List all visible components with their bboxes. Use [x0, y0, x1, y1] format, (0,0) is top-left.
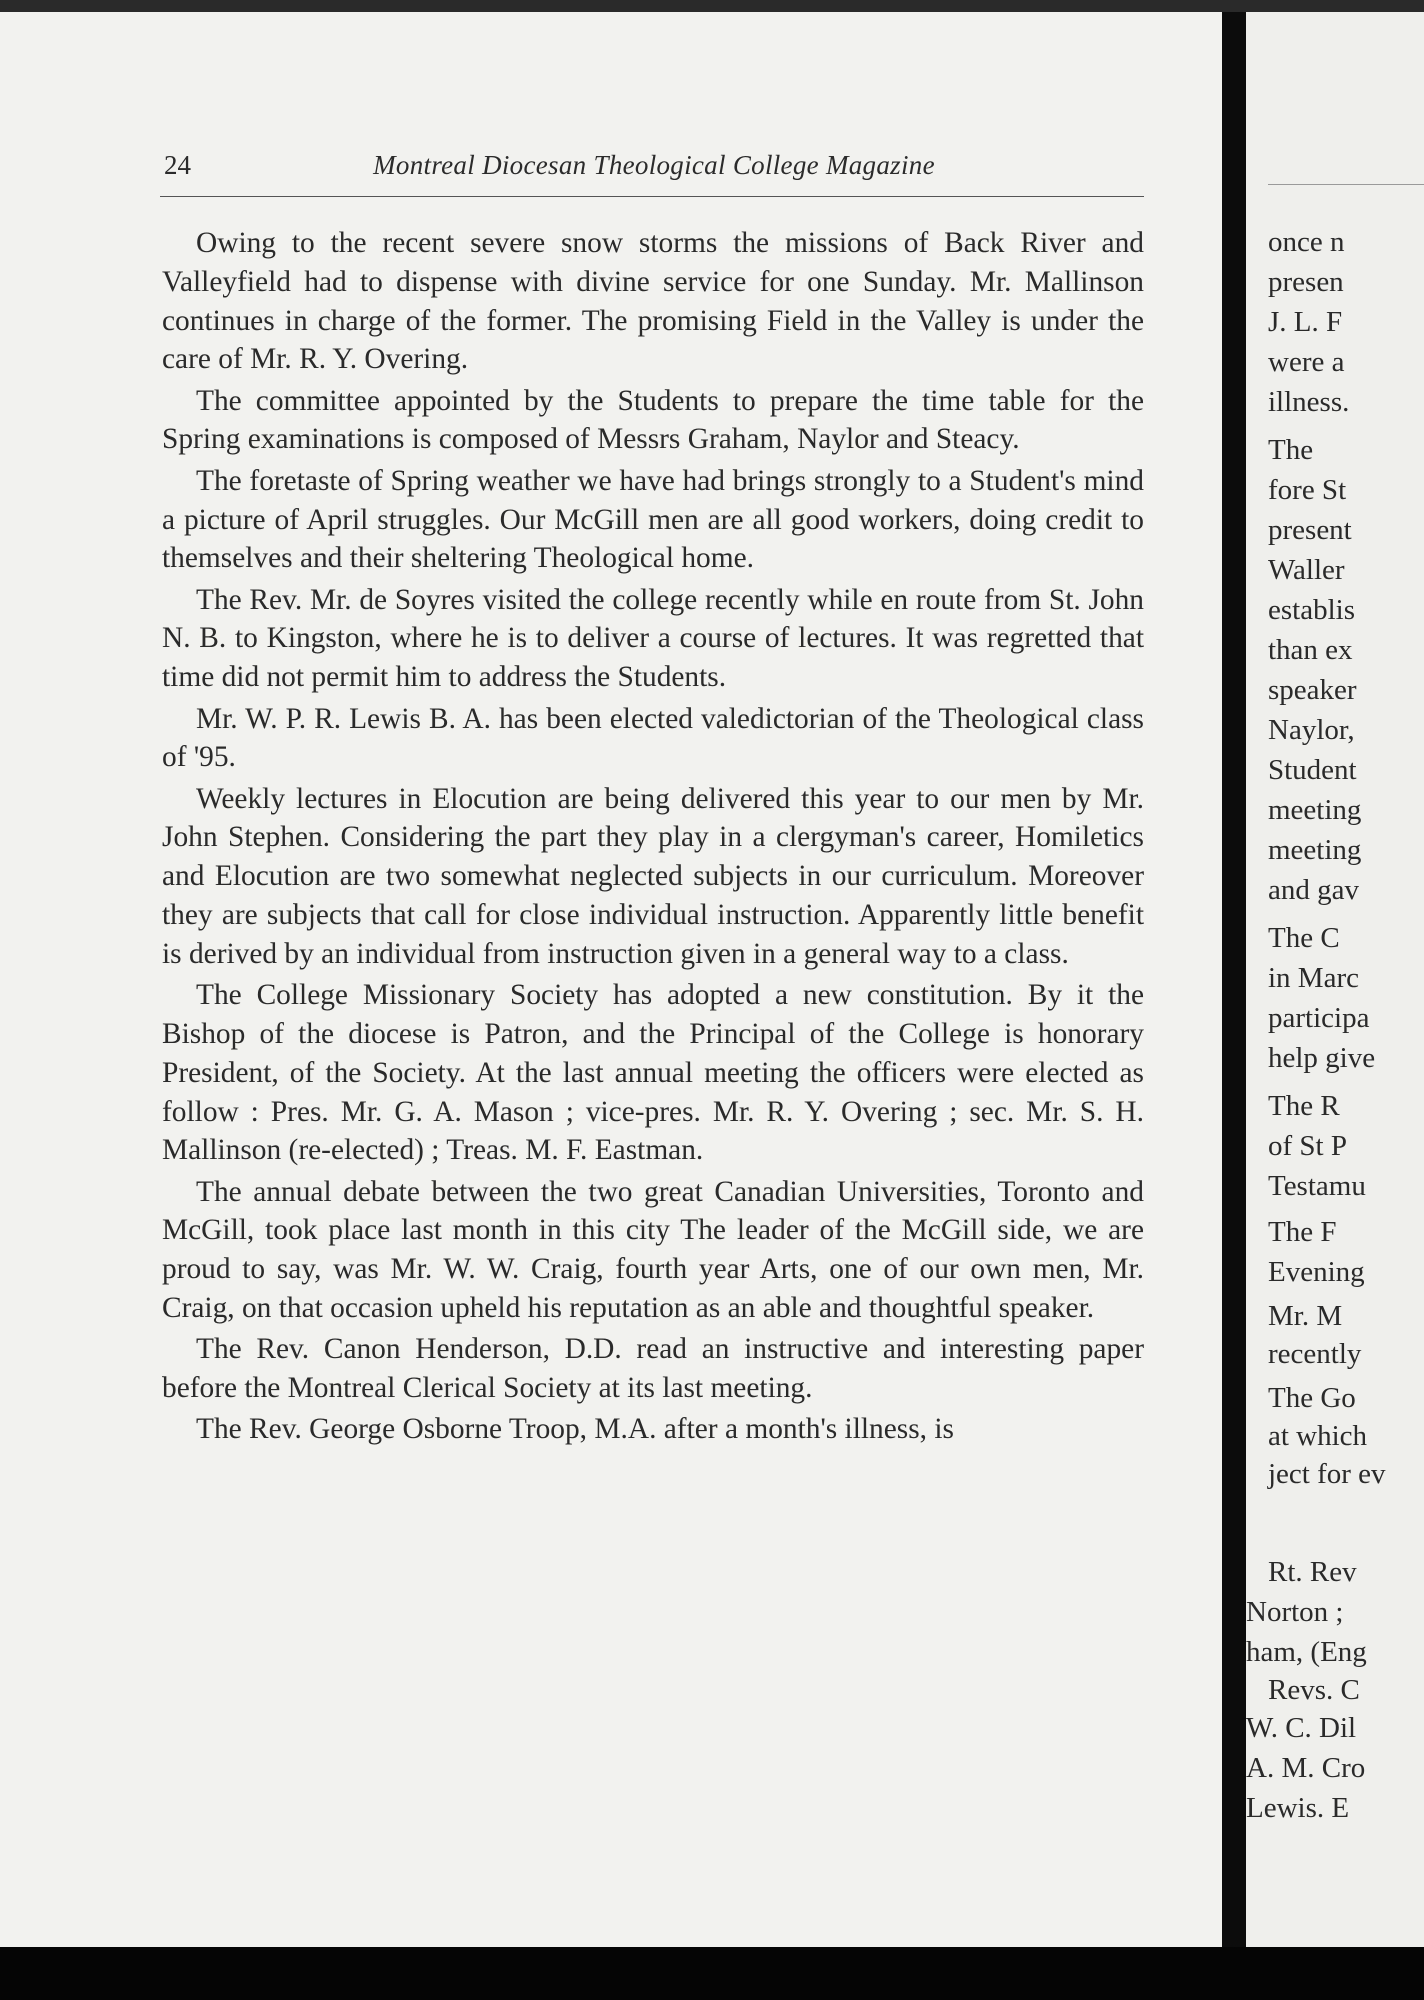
- right-line: meeting: [1268, 794, 1362, 826]
- right-line: speaker: [1268, 674, 1357, 706]
- paragraph: The Rev. George Osborne Troop, M.A. after a month's illness, is: [196, 1413, 954, 1446]
- book-gutter: [1222, 12, 1246, 1947]
- right-line: Revs. C: [1268, 1674, 1360, 1706]
- right-line: Naylor,: [1268, 714, 1355, 746]
- right-line: once n: [1268, 226, 1345, 258]
- right-line: presen: [1268, 266, 1344, 298]
- right-line: in Marc: [1268, 962, 1359, 994]
- right-line: The Go: [1268, 1382, 1356, 1414]
- right-line: Norton ;: [1246, 1596, 1344, 1628]
- right-line: Student: [1268, 754, 1357, 786]
- paragraph: Mr. W. P. R. Lewis B. A. has been elected valedictorian of the Theological class of '95.: [162, 702, 1144, 774]
- scan-bottom-edge: [0, 1947, 1424, 2000]
- paragraph: Owing to the recent severe snow storms the missions of Back River and Valleyfield had to dispense with divine service for one Sunday. Mr. Mallinson continues in charge of the former. The promising Field in the Valley is under the care of Mr. R. Y. Overing.: [162, 227, 1144, 376]
- paragraph: The College Missionary Society has adopted a new constitution. By it the Bishop of the diocese is Patron, and the Principal of the College is honorary President, of the Society. At the last annual meeting the officers were elected as follow : Pres. Mr. G. A. Mason ; vice-pres. Mr. R. Y. Overing ; sec. Mr. S. H. Mallinson (re-elected) ; Treas. M. F. Eastman.: [162, 979, 1144, 1167]
- right-line: present: [1268, 514, 1352, 546]
- paragraph: The committee appointed by the Students to prepare the time table for the Spring examinations is composed of Messrs Graham, Naylor and Steacy.: [162, 384, 1144, 456]
- running-head: [164, 150, 1144, 190]
- right-line: recently: [1268, 1338, 1362, 1370]
- right-line: of St P: [1268, 1130, 1347, 1162]
- right-line: W. C. Dil: [1246, 1712, 1357, 1744]
- right-header-rule: [1268, 184, 1424, 185]
- right-line: ham, (Eng: [1246, 1636, 1367, 1668]
- right-line: Rt. Rev: [1268, 1556, 1357, 1588]
- right-line: J. L. F: [1268, 306, 1343, 338]
- right-line: at which: [1268, 1420, 1368, 1452]
- right-line: meeting: [1268, 834, 1362, 866]
- right-line: illness.: [1268, 386, 1350, 418]
- right-line: establis: [1268, 594, 1355, 626]
- right-line: The: [1268, 434, 1314, 466]
- right-line: The F: [1268, 1216, 1337, 1248]
- right-line: and gav: [1268, 874, 1359, 906]
- right-line: were a: [1268, 346, 1345, 378]
- right-line: help give: [1268, 1042, 1376, 1074]
- paragraph: Weekly lectures in Elocution are being delivered this year to our men by Mr. John Stephen. Considering the part they play in a clergyman's career, Homiletics and Elocution are two somewhat neglected subjects in our curriculum. Moreover they are subjects that call for close individual instruction. Apparently little benefit is derived by an individual from instruction given in a general way to a class.: [162, 782, 1144, 970]
- header-rule: [160, 196, 1144, 197]
- right-line: fore St: [1268, 474, 1347, 506]
- page-number: 24: [164, 150, 191, 180]
- right-line: Mr. M: [1268, 1300, 1343, 1332]
- right-line: The R: [1268, 1090, 1340, 1122]
- right-line: Testamu: [1268, 1170, 1366, 1202]
- right-line: ject for ev: [1268, 1458, 1386, 1490]
- right-line: Waller: [1268, 554, 1345, 586]
- right-line: A. M. Cro: [1246, 1752, 1366, 1784]
- paragraph: The Rev. Canon Henderson, D.D. read an instructive and interesting paper before the Montreal Clerical Society at its last meeting.: [162, 1333, 1144, 1405]
- paragraph: The Rev. Mr. de Soyres visited the college recently while en route from St. John N. B. to Kingston, where he is to deliver a course of lectures. It was regretted that time did not permit him to address the Students.: [162, 583, 1144, 694]
- article-body: [162, 224, 1144, 1452]
- paragraph: The annual debate between the two great Canadian Universities, Toronto and McGill, took place last month in this city The leader of the McGill side, we are proud to say, was Mr. W. W. Craig, fourth year Arts, one of our own men, Mr. Craig, on that occasion upheld his reputation as an able and thoughtful speaker.: [162, 1175, 1144, 1325]
- right-line: The C: [1268, 922, 1340, 954]
- paragraph: The foretaste of Spring weather we have had brings strongly to a Student's mind a picture of April struggles. Our McGill men are all good workers, doing credit to themselves and their sheltering Theological home.: [162, 464, 1144, 575]
- right-line: participa: [1268, 1002, 1370, 1034]
- right-line: Lewis. E: [1246, 1792, 1350, 1824]
- right-line: Evening: [1268, 1256, 1365, 1288]
- journal-title: Montreal Diocesan Theological College Magazine: [373, 150, 935, 180]
- right-line: than ex: [1268, 634, 1353, 666]
